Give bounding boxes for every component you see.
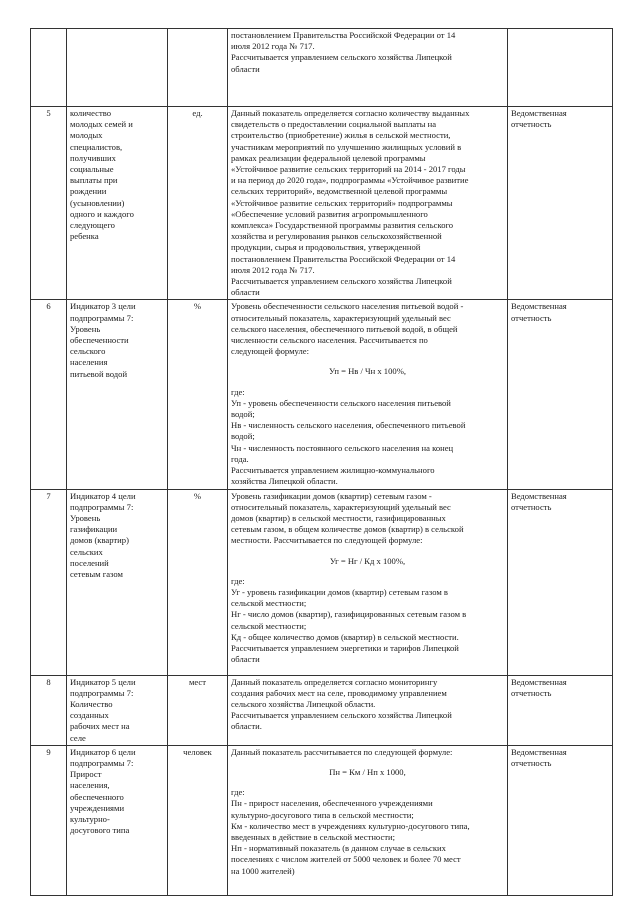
- text-line: Ведомственная: [511, 490, 567, 501]
- description-cell: [228, 29, 508, 107]
- text-line: населения: [70, 357, 108, 368]
- text-line: Данный показатель рассчитывается по следующей формуле:: [231, 746, 453, 757]
- row-number-cell: 6: [31, 300, 67, 489]
- source-cell: [508, 300, 613, 489]
- text-line: следующей формуле:: [231, 346, 309, 357]
- text-line: населения,: [70, 780, 110, 791]
- text-line: сельских: [70, 546, 103, 557]
- text-line: отчетность: [511, 312, 552, 323]
- text-line: Рассчитывается управлением энергетики и тарифов Липецкой: [231, 642, 459, 653]
- text-line: Пн - прирост населения, обеспеченного учреждениями: [231, 798, 433, 809]
- text-line: Кд - общее количество домов (квартир) в сельской местности.: [231, 631, 459, 642]
- text-line: досугового типа: [70, 825, 130, 836]
- text-line: домов (квартир): [70, 535, 129, 546]
- text-line: комплекса» Государственной программы развития сельского: [231, 220, 454, 231]
- description-cell: [228, 107, 508, 300]
- table-row: [31, 300, 613, 489]
- text-line: Ведомственная: [511, 746, 567, 757]
- source-cell: [508, 489, 613, 675]
- row-number-cell: 5: [31, 107, 67, 300]
- text-line: Уп - уровень обеспеченности сельского населения питьевой: [231, 397, 451, 408]
- formula: Уг = Нг / Кд х 100%,: [329, 555, 406, 566]
- text-line: количество: [70, 108, 112, 118]
- text-line: Уровень: [70, 323, 101, 334]
- unit-cell: мест: [168, 675, 228, 745]
- text-line: июля 2012 года № 717.: [231, 264, 315, 275]
- text-line: одного и каждого: [70, 208, 134, 219]
- source-cell: [508, 745, 613, 895]
- text-line: учреждениями: [70, 802, 125, 813]
- indicator-name-cell: [67, 107, 168, 300]
- indicator-name-cell: [67, 489, 168, 675]
- text-line: Уровень: [70, 512, 101, 523]
- text-line: введенных в действие в сельской местности;: [231, 831, 395, 842]
- text-line: следующего: [70, 220, 115, 231]
- text-line: Данный показатель определяется согласно количеству выданных: [231, 108, 470, 118]
- text-line: культурно-: [70, 813, 110, 824]
- text-line: подпрограммы 7:: [70, 312, 134, 323]
- row-number-cell: [31, 29, 67, 107]
- unit-cell: ед.: [168, 107, 228, 300]
- text-line: строительство (приобретение) жилья в сельской местности,: [231, 130, 451, 141]
- text-line: водой;: [231, 431, 255, 442]
- text-line: культурно-досугового типа в сельской местности;: [231, 809, 414, 820]
- source-cell: [508, 675, 613, 745]
- text-line: продукции, сырья и продовольствия, утвержденной: [231, 242, 421, 253]
- text-line: участникам мероприятий по улучшению жилищных условий в: [231, 141, 462, 152]
- text-line: Индикатор 4 цели: [70, 490, 136, 501]
- text-line: июля 2012 года № 717.: [231, 41, 315, 52]
- table-row: [31, 489, 613, 675]
- text-line: Прирост: [70, 769, 102, 780]
- indicator-name-cell: [67, 745, 168, 895]
- text-line: Км - количество мест в учреждениях культурно-досугового типа,: [231, 820, 470, 831]
- text-line: «Устойчивое развитие сельских территорий» подпрограммы: [231, 197, 453, 208]
- unit-cell: человек: [168, 745, 228, 895]
- text-line: питьевой водой: [70, 368, 128, 379]
- text-line: «Устойчивое развитие сельских территорий на 2014 - 2017 годы: [231, 164, 466, 175]
- text-line: Рассчитывается управлением сельского хозяйства Липецкой: [231, 276, 452, 287]
- row-number-cell: 8: [31, 675, 67, 745]
- text-line: Ведомственная: [511, 301, 567, 312]
- text-line: создания рабочих мест на селе, проводимому управлением: [231, 687, 447, 698]
- description-cell: [228, 675, 508, 745]
- table-row: [31, 675, 613, 745]
- text-line: подпрограммы 7:: [70, 501, 134, 512]
- text-line: где:: [231, 787, 245, 798]
- text-line: относительный показатель, характеризующий удельный вес: [231, 501, 451, 512]
- table-row: [31, 107, 613, 300]
- row-number-cell: 9: [31, 745, 67, 895]
- formula: Уп = Нв / Чн х 100%,: [329, 366, 406, 377]
- text-line: свидетельств о предоставлении социальной выплаты на: [231, 119, 437, 130]
- text-line: отчетность: [511, 687, 552, 698]
- text-line: сельской местности;: [231, 598, 307, 609]
- text-line: сетевым газом: [70, 568, 123, 579]
- row-number-cell: 7: [31, 489, 67, 675]
- text-line: подпрограммы 7:: [70, 687, 134, 698]
- text-line: Индикатор 5 цели: [70, 676, 136, 687]
- text-line: Ведомственная: [511, 108, 567, 118]
- text-line: сетевым газом, в общем количестве домов (квартир) в сельской: [231, 524, 464, 535]
- text-line: рамках реализации федеральной целевой программы: [231, 152, 426, 163]
- text-line: отчетность: [511, 501, 552, 512]
- description-cell: [228, 489, 508, 675]
- text-line: рождении: [70, 186, 107, 197]
- text-line: созданных: [70, 710, 109, 721]
- text-line: подпрограммы 7:: [70, 757, 134, 768]
- text-line: хозяйства Липецкой области.: [231, 476, 338, 487]
- text-line: отчетность: [511, 757, 552, 768]
- text-line: сельского населения, обеспеченного питьевой водой, в общей: [231, 323, 458, 334]
- text-line: постановлением Правительства Российской Федерации от 14: [231, 30, 456, 40]
- text-line: поселений: [70, 557, 109, 568]
- text-line: сельского: [70, 346, 106, 357]
- text-line: хозяйства и регулирования рынков сельскохозяйственной: [231, 231, 442, 242]
- text-line: Уг - уровень газификации домов (квартир) сетевым газом в: [231, 586, 448, 597]
- text-line: рабочих мест на: [70, 721, 130, 732]
- formula: Пн = Км / Нп х 1000,: [329, 766, 406, 777]
- text-line: где:: [231, 386, 245, 397]
- text-line: Уровень обеспеченности сельского населения питьевой водой -: [231, 301, 464, 312]
- text-line: местности. Рассчитывается по следующей формуле:: [231, 535, 423, 546]
- unit-cell: %: [168, 489, 228, 675]
- text-line: года.: [231, 453, 249, 464]
- text-line: постановлением Правительства Российской Федерации от 14: [231, 253, 456, 264]
- text-line: селе: [70, 732, 86, 743]
- indicator-table: [30, 28, 613, 896]
- text-line: Индикатор 6 цели: [70, 746, 136, 757]
- text-line: области: [231, 654, 260, 665]
- text-line: сельского хозяйства Липецкой области.: [231, 698, 376, 709]
- text-line: домов (квартир) в сельской местности, газифицированных: [231, 512, 446, 523]
- text-line: области.: [231, 721, 262, 732]
- text-line: обеспеченного: [70, 791, 124, 802]
- source-cell: [508, 29, 613, 107]
- text-line: области: [231, 63, 260, 74]
- indicator-name-cell: [67, 675, 168, 745]
- text-line: относительный показатель, характеризующий удельный вес: [231, 312, 451, 323]
- text-line: обеспеченности: [70, 335, 129, 346]
- text-line: области: [231, 287, 260, 298]
- text-line: Данный показатель определяется согласно мониторингу: [231, 676, 438, 687]
- text-line: и на период до 2020 года», подпрограммы «Устойчивое развитие: [231, 175, 469, 186]
- text-line: Нг - число домов (квартир), газифицированных сетевым газом в: [231, 609, 467, 620]
- indicator-name-cell: [67, 29, 168, 107]
- text-line: специалистов,: [70, 141, 123, 152]
- text-line: ребенка: [70, 231, 99, 242]
- text-line: газификации: [70, 524, 118, 535]
- table-row: [31, 745, 613, 895]
- text-line: Ведомственная: [511, 676, 567, 687]
- text-line: где:: [231, 575, 245, 586]
- source-cell: [508, 107, 613, 300]
- text-line: Уровень газификации домов (квартир) сетевым газом -: [231, 490, 432, 501]
- text-line: Нв - численность сельского населения, обеспеченного питьевой: [231, 420, 466, 431]
- text-line: отчетность: [511, 119, 552, 130]
- table-row: [31, 29, 613, 107]
- text-line: выплаты при: [70, 175, 118, 186]
- text-line: социальные: [70, 164, 114, 175]
- text-line: (усыновлении): [70, 197, 125, 208]
- description-cell: [228, 745, 508, 895]
- text-line: численности сельского населения. Рассчитывается по: [231, 335, 428, 346]
- text-line: молодых: [70, 130, 103, 141]
- unit-cell: %: [168, 300, 228, 489]
- text-line: сельских территорий», ведомственной целевой программы: [231, 186, 448, 197]
- indicator-name-cell: [67, 300, 168, 489]
- unit-cell: [168, 29, 228, 107]
- text-line: Рассчитывается управлением жилищно-коммунального: [231, 465, 435, 476]
- text-line: «Обеспечение условий развития агропромышленного: [231, 208, 428, 219]
- text-line: Рассчитывается управлением сельского хозяйства Липецкой: [231, 52, 452, 63]
- text-line: Чн - численность постоянного сельского населения на конец: [231, 442, 454, 453]
- text-line: Рассчитывается управлением сельского хозяйства Липецкой: [231, 710, 452, 721]
- text-line: получивших: [70, 152, 116, 163]
- text-line: водой;: [231, 409, 255, 420]
- description-cell: [228, 300, 508, 489]
- text-line: Количество: [70, 698, 113, 709]
- text-line: на 1000 жителей): [231, 865, 295, 876]
- text-line: Нп - нормативный показатель (в данном случае в сельских: [231, 843, 446, 854]
- text-line: молодых семей и: [70, 119, 133, 130]
- text-line: поселениях с числом жителей от 5000 человек и более 70 мест: [231, 854, 461, 865]
- text-line: Индикатор 3 цели: [70, 301, 136, 312]
- text-line: сельской местности;: [231, 620, 307, 631]
